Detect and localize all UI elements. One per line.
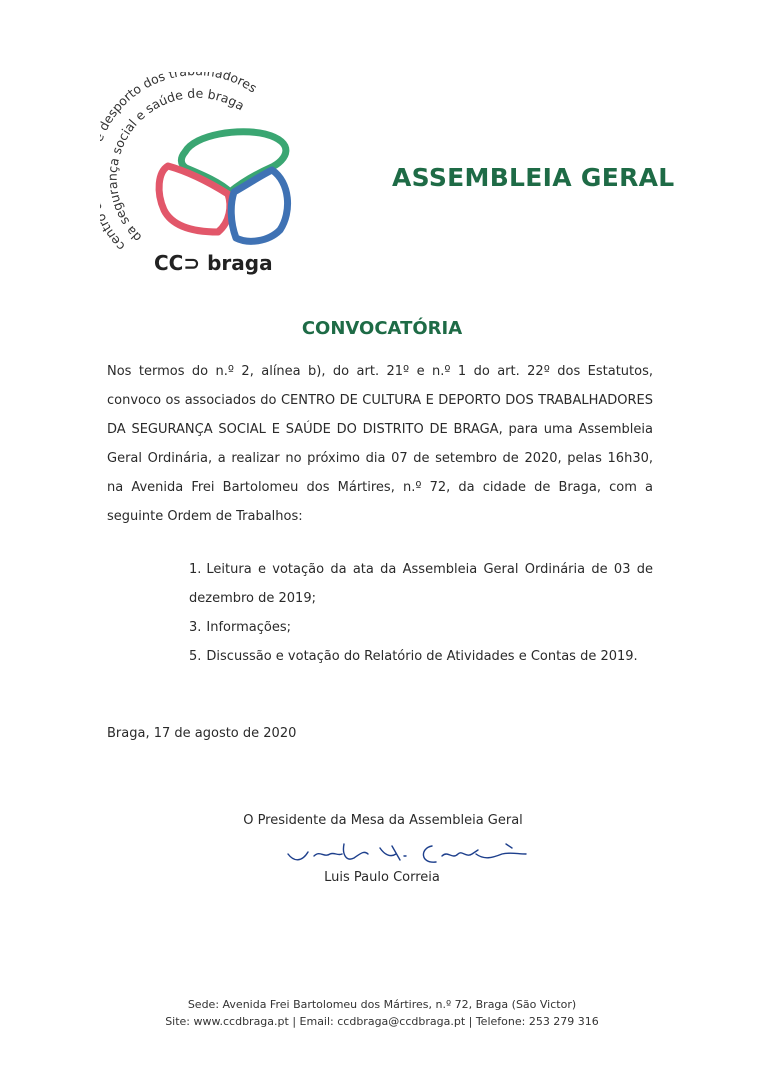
agenda-item-text: Leitura e votação da ata da Assembleia Geral Ordinária de 03 de dezembro de 2019; bbox=[189, 562, 653, 606]
intro-paragraph: Nos termos do n.º 2, alínea b), do art. 21º e n.º 1 do art. 22º dos Estatutos, convoco os associados do CENTRO DE CULTURA E DEPORTO DOS TRABALHADORES DA SEGURANÇA SOCIAL E SAÚDE DO DISTRITO DE BRAGA, para uma Assembleia Geral Ordinária, a realizar no próximo dia 07 de setembro de 2020, pelas 16h30, na Avenida Frei Bartolomeu dos Mártires, n.º 72, da cidade de Braga, com a seguinte Ordem de Trabalhos: bbox=[107, 364, 653, 524]
agenda-item bbox=[189, 642, 653, 671]
agenda-item-text: Informações; bbox=[206, 620, 292, 635]
footer bbox=[0, 996, 764, 1030]
agenda-item-text: Discussão e votação do Relatório de Atividades e Contas de 2019. bbox=[206, 649, 638, 664]
logo-graphic bbox=[100, 72, 310, 282]
agenda-item-number: 5. bbox=[189, 649, 202, 664]
logo-arc-text-outer: cent esporto dos tr adores bbox=[100, 72, 260, 255]
section-title: CONVOCATÓRIA bbox=[301, 318, 463, 339]
logo-red-shape bbox=[159, 166, 230, 232]
logo-arc-text-inner: da segurança social e saúde de braga bbox=[104, 85, 248, 246]
signer-role bbox=[0, 813, 764, 828]
logo-green-shape bbox=[181, 132, 286, 192]
signer-name: Luis Paulo Correia bbox=[324, 870, 440, 885]
logo-wordmark: CC⊃ braga bbox=[154, 251, 273, 275]
handwritten-signature bbox=[280, 832, 570, 872]
agenda-item bbox=[189, 613, 653, 642]
agenda-item-number: 1. bbox=[189, 562, 202, 577]
agenda-list bbox=[189, 555, 653, 671]
agenda-item-number: 3. bbox=[189, 620, 202, 635]
place-date: Braga, 17 de agosto de 2020 bbox=[107, 726, 297, 741]
footer-contacts: Site: www.ccdbraga.pt | Email: ccdbraga@ccdbraga.pt | Telefone: 253 279 316 bbox=[165, 1015, 599, 1028]
ccd-braga-logo bbox=[100, 72, 310, 282]
signer-role-text: O Presidente da Mesa da Assembleia Geral bbox=[243, 813, 523, 828]
agenda-item bbox=[189, 555, 653, 613]
page-heading: ASSEMBLEIA GERAL bbox=[392, 163, 675, 192]
footer-address: Sede: Avenida Frei Bartolomeu dos Mártires, n.º 72, Braga (São Victor) bbox=[187, 998, 577, 1011]
